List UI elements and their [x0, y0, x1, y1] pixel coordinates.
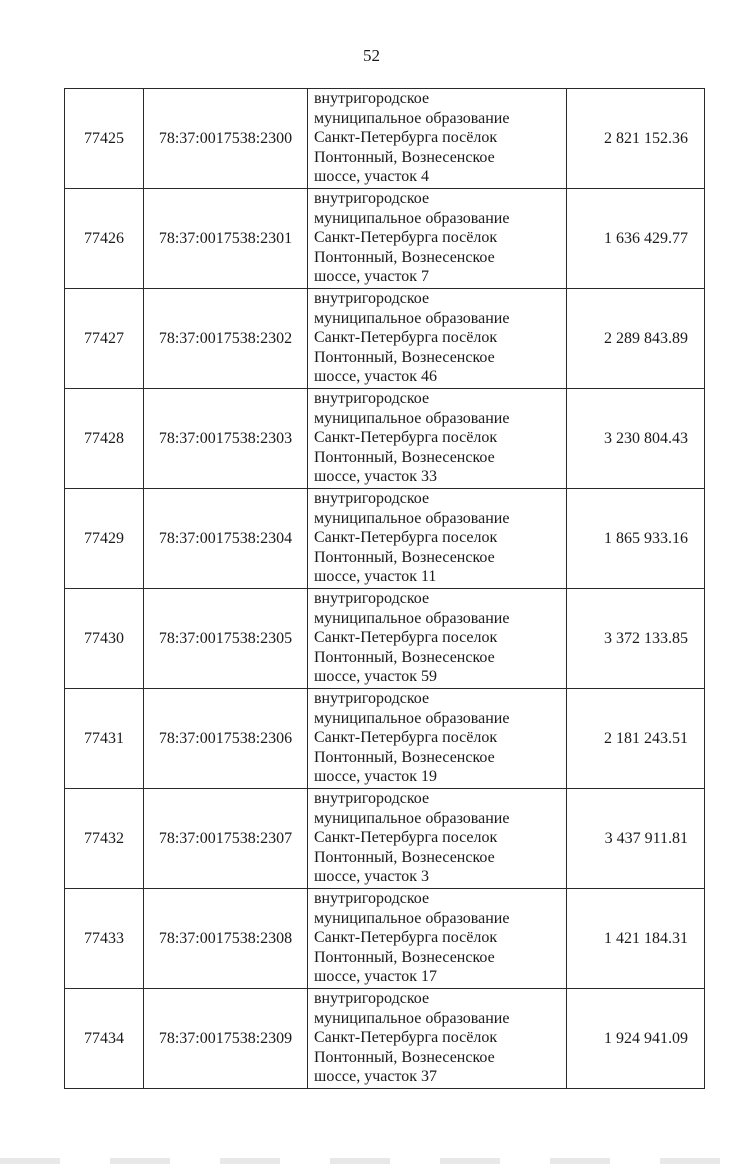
address-line: внутригородское	[314, 790, 430, 807]
plot-number-cell: 77425	[65, 89, 144, 189]
address-line: Санкт-Петербурга посёлок	[314, 429, 498, 447]
address-line: муниципальное образование	[314, 109, 510, 127]
address-cell	[308, 689, 567, 789]
address-line: Понтонный, Вознесенское	[314, 548, 495, 566]
cadastral-number-cell: 78:37:0017538:2304	[144, 489, 308, 589]
address-line: муниципальное образование	[314, 609, 510, 627]
cadastral-value-cell: 1 636 429.77	[567, 189, 705, 289]
address-cell	[308, 389, 567, 489]
address-line: шоссе, участок 7	[314, 268, 430, 286]
plot-number-cell: 77429	[65, 489, 144, 589]
address-line: шоссе, участок 33	[314, 468, 438, 486]
plot-number-cell: 77434	[65, 989, 144, 1089]
address-line: Санкт-Петербурга посёлок	[314, 229, 498, 247]
address-line: муниципальное образование	[314, 1009, 510, 1027]
table-row	[65, 989, 705, 1089]
cadastral-number-cell: 78:37:0017538:2305	[144, 589, 308, 689]
address-line: шоссе, участок 4	[314, 168, 430, 186]
address-line: шоссе, участок 19	[314, 768, 438, 786]
address-line: Понтонный, Вознесенское	[314, 1048, 495, 1066]
address-line: Понтонный, Вознесенское	[314, 348, 495, 366]
address-line: Понтонный, Вознесенское	[314, 448, 495, 466]
cadastral-value-cell: 2 181 243.51	[567, 689, 705, 789]
plot-number-cell: 77430	[65, 589, 144, 689]
cadastral-number-cell: 78:37:0017538:2301	[144, 189, 308, 289]
plot-number-cell: 77433	[65, 889, 144, 989]
address-line: шоссе, участок 37	[314, 1068, 438, 1086]
table-row	[65, 189, 705, 289]
cadastral-value-cell: 1 924 941.09	[567, 989, 705, 1089]
cadastral-value-cell: 3 437 911.81	[567, 789, 705, 889]
address-line: внутригородское	[314, 490, 430, 507]
cadastral-value-cell: 3 230 804.43	[567, 389, 705, 489]
cadastral-value-cell: 2 289 843.89	[567, 289, 705, 389]
cadastral-number-cell: 78:37:0017538:2303	[144, 389, 308, 489]
table-body	[65, 89, 705, 1089]
address-cell	[308, 189, 567, 289]
address-line: внутригородское	[314, 590, 430, 607]
address-cell	[308, 489, 567, 589]
address-line: муниципальное образование	[314, 909, 510, 927]
table-row	[65, 689, 705, 789]
address-line: Понтонный, Вознесенское	[314, 848, 495, 866]
land-plot-table	[64, 88, 705, 1089]
address-line: внутригородское	[314, 90, 430, 107]
address-line: муниципальное образование	[314, 309, 510, 327]
address-line: внутригородское	[314, 990, 430, 1007]
plot-number-cell: 77431	[65, 689, 144, 789]
address-line: Санкт-Петербурга посёлок	[314, 129, 498, 147]
address-line: Понтонный, Вознесенское	[314, 748, 495, 766]
address-line: Санкт-Петербурга поселок	[314, 629, 498, 647]
table-row	[65, 889, 705, 989]
cadastral-number-cell: 78:37:0017538:2307	[144, 789, 308, 889]
address-cell	[308, 989, 567, 1089]
address-cell	[308, 789, 567, 889]
address-line: Санкт-Петербурга поселок	[314, 829, 498, 847]
plot-number-cell: 77426	[65, 189, 144, 289]
address-line: шоссе, участок 3	[314, 868, 430, 886]
table-row	[65, 789, 705, 889]
cadastral-number-cell: 78:37:0017538:2308	[144, 889, 308, 989]
address-line: Понтонный, Вознесенское	[314, 248, 495, 266]
address-line: внутригородское	[314, 290, 430, 307]
address-cell	[308, 289, 567, 389]
cadastral-number-cell: 78:37:0017538:2302	[144, 289, 308, 389]
cadastral-number-cell: 78:37:0017538:2309	[144, 989, 308, 1089]
address-line: муниципальное образование	[314, 809, 510, 827]
table-row	[65, 389, 705, 489]
address-line: Понтонный, Вознесенское	[314, 648, 495, 666]
address-line: Санкт-Петербурга посёлок	[314, 1029, 498, 1047]
table-row	[65, 489, 705, 589]
plot-number-cell: 77428	[65, 389, 144, 489]
cadastral-value-cell: 1 421 184.31	[567, 889, 705, 989]
address-line: Понтонный, Вознесенское	[314, 148, 495, 166]
address-cell	[308, 589, 567, 689]
address-line: шоссе, участок 59	[314, 668, 438, 686]
address-line: внутригородское	[314, 890, 430, 907]
table-row	[65, 89, 705, 189]
address-line: внутригородское	[314, 690, 430, 707]
address-line: шоссе, участок 11	[314, 568, 437, 586]
page-number: 52	[363, 46, 380, 65]
scan-edge-artifact	[0, 1158, 743, 1164]
address-line: Санкт-Петербурга посёлок	[314, 729, 498, 747]
cadastral-value-cell: 3 372 133.85	[567, 589, 705, 689]
table-row	[65, 289, 705, 389]
address-line: шоссе, участок 46	[314, 368, 438, 386]
address-line: муниципальное образование	[314, 209, 510, 227]
address-line: внутригородское	[314, 390, 430, 407]
cadastral-value-cell: 1 865 933.16	[567, 489, 705, 589]
plot-number-cell: 77427	[65, 289, 144, 389]
address-cell	[308, 89, 567, 189]
plot-number-cell: 77432	[65, 789, 144, 889]
address-line: муниципальное образование	[314, 409, 510, 427]
address-line: муниципальное образование	[314, 709, 510, 727]
address-line: Санкт-Петербурга поселок	[314, 529, 498, 547]
table-row	[65, 589, 705, 689]
address-cell	[308, 889, 567, 989]
address-line: муниципальное образование	[314, 509, 510, 527]
address-line: Санкт-Петербурга посёлок	[314, 929, 498, 947]
address-line: внутригородское	[314, 190, 430, 207]
address-line: Понтонный, Вознесенское	[314, 948, 495, 966]
cadastral-number-cell: 78:37:0017538:2306	[144, 689, 308, 789]
cadastral-value-cell: 2 821 152.36	[567, 89, 705, 189]
cadastral-number-cell: 78:37:0017538:2300	[144, 89, 308, 189]
address-line: шоссе, участок 17	[314, 968, 438, 986]
address-line: Санкт-Петербурга посёлок	[314, 329, 498, 347]
